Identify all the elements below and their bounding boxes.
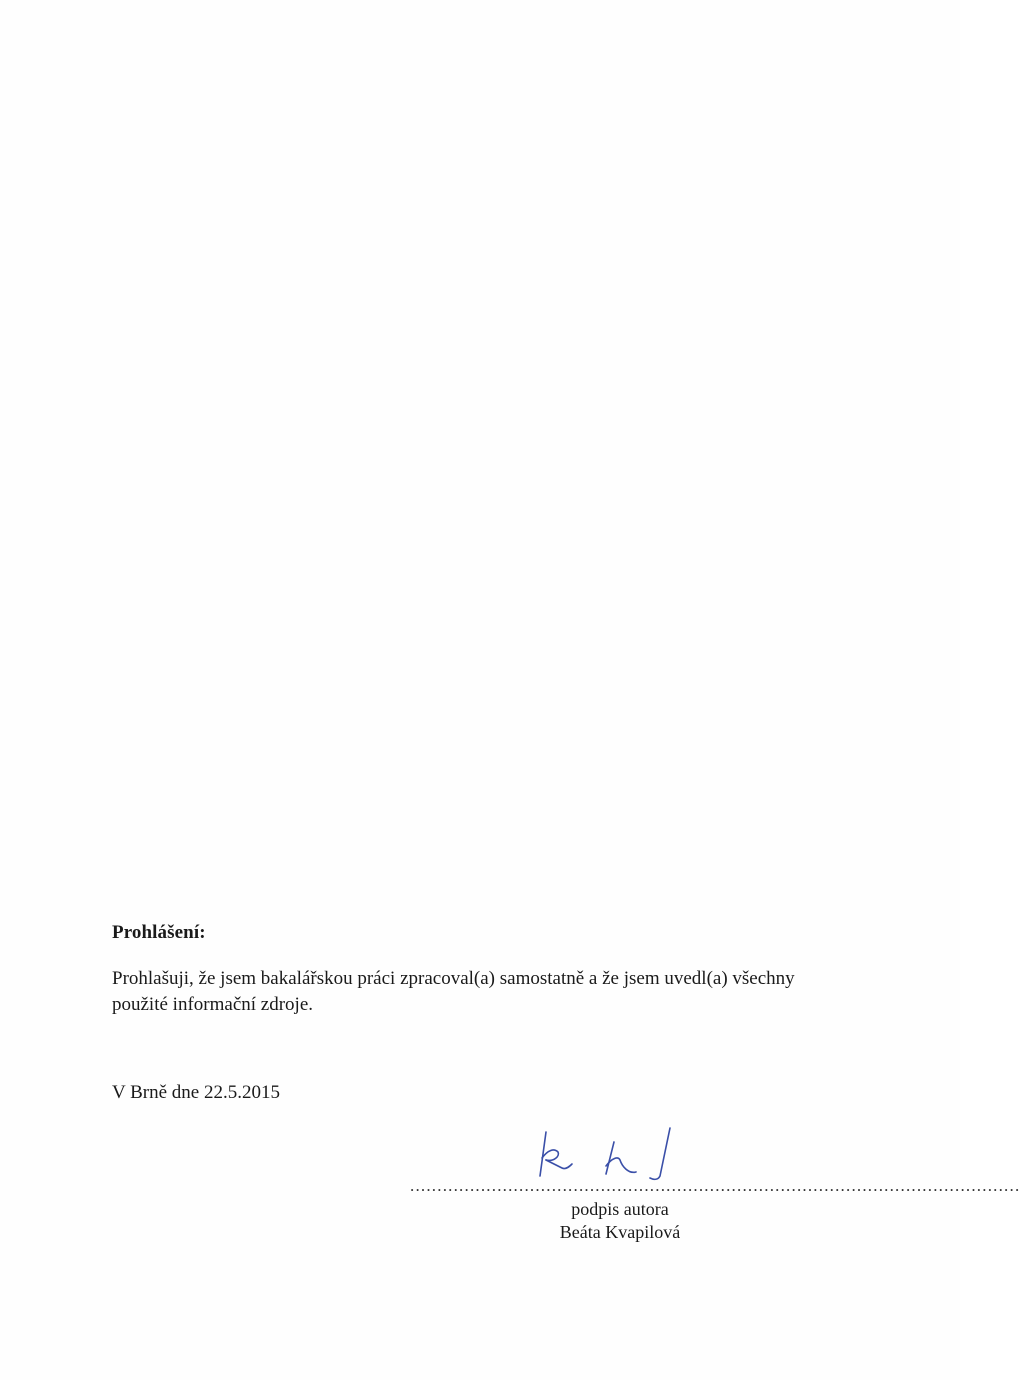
signature-dotted-line: ................................................................................................................ [410,1176,1020,1195]
place-and-date: V Brně dne 22.5.2015 [112,1082,280,1103]
author-name: Beáta Kvapilová [559,1222,681,1242]
signature-caption-block [548,1198,692,1244]
declaration-line-1: Prohlašuji, že jsem bakalářskou práci zpracoval(a) samostatně a že jsem uvedl(a) všechny [112,968,795,989]
declaration-line-2: použité informační zdroje. [112,994,314,1015]
signature-caption: podpis autora [571,1199,669,1219]
declaration-text [112,966,852,1018]
declaration-heading: Prohlášení: [112,922,206,943]
